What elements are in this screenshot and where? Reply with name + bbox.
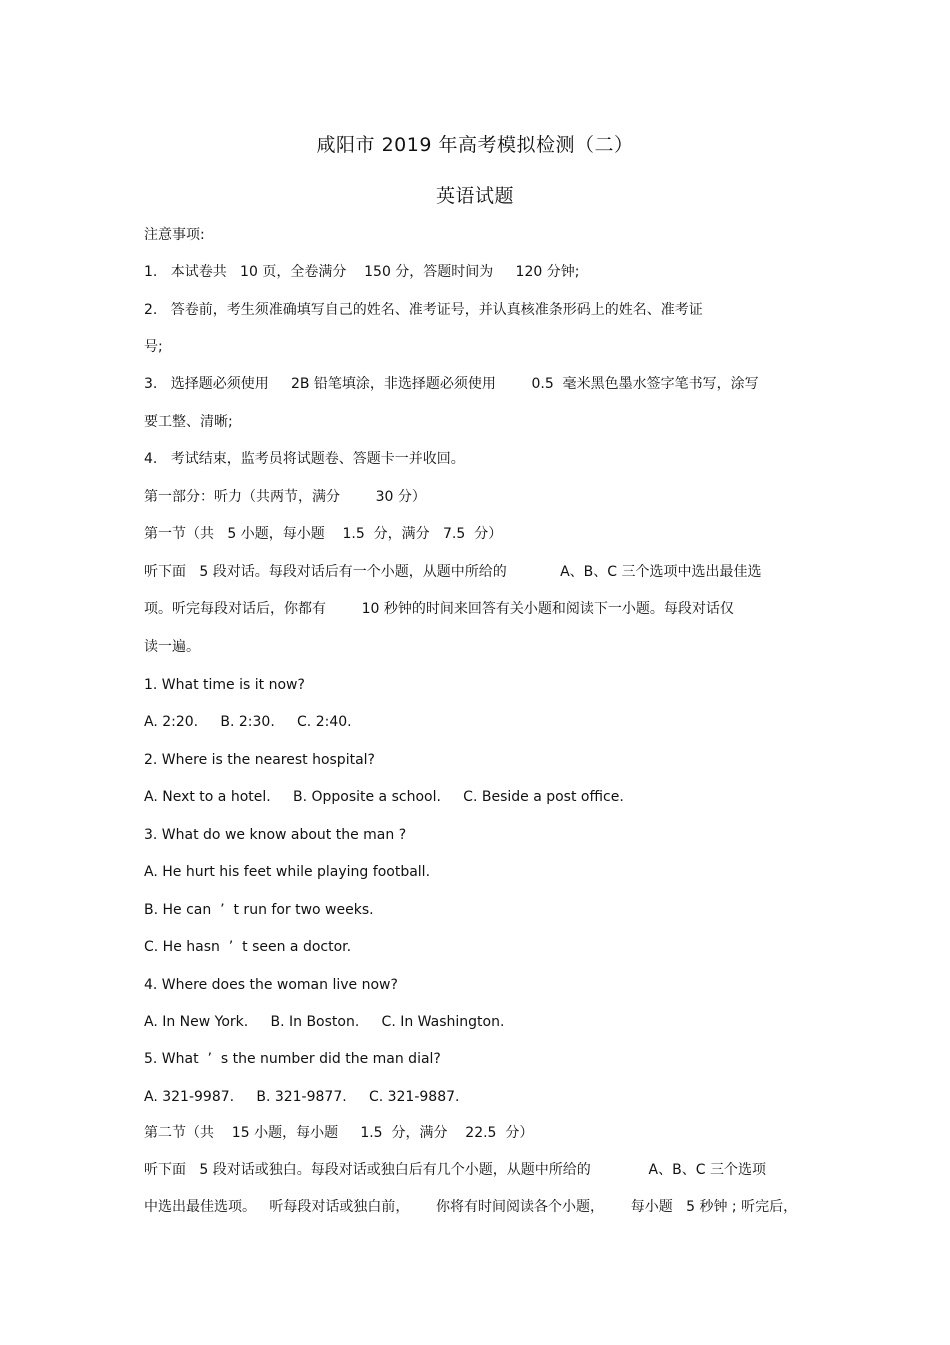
section1-heading: 第一节（共 5 小题，每小题 1.5 分，满分 7.5 分） (144, 526, 503, 542)
question-1: 1. What time is it now? (144, 677, 305, 693)
question-3-option-a: A. He hurt his feet while playing football. (144, 864, 431, 880)
section2-instructions-line-1: 听下面 5 段对话或独白。每段对话或独白后有几个小题，从题中所给的 A、B、C 三个选项 (144, 1162, 766, 1178)
note-item-4: 4. 考试结束，监考员将试题卷、答题卡一并收回。 (144, 451, 465, 467)
question-3: 3. What do we know about the man ? (144, 827, 407, 843)
section1-instructions-line-1: 听下面 5 段对话。每段对话后有一个小题，从题中所给的 A、B、C 三个选项中选出最佳选 (144, 564, 762, 580)
question-3-option-b: B. He can ’ t run for two weeks. (144, 902, 374, 918)
question-5: 5. What ’ s the number did the man dial? (144, 1051, 441, 1067)
note-item-3-line-2: 要工整、清晰; (144, 414, 233, 430)
section2-instructions-line-2: 中选出最佳选项。 听每段对话或独白前， 你将有时间阅读各个小题， 每小题 5 秒钟 ; 听完后， (144, 1199, 798, 1215)
question-4: 4. Where does the woman live now? (144, 977, 398, 993)
section1-instructions-line-3: 读一遍。 (144, 639, 200, 655)
question-2: 2. Where is the nearest hospital? (144, 752, 375, 768)
note-item-2-line-1: 2. 答卷前，考生须准确填写自己的姓名、准考证号，并认真核准条形码上的姓名、准考证 (144, 302, 703, 318)
section2-heading: 第二节（共 15 小题，每小题 1.5 分，满分 22.5 分） (144, 1125, 534, 1141)
notes-heading: 注意事项: (144, 227, 205, 243)
question-4-options: A. In New York. B. In Boston. C. In Washington. (144, 1014, 505, 1030)
note-item-3-line-1: 3. 选择题必须使用 2B 铅笔填涂，非选择题必须使用 0.5 毫米黑色墨水签字笔书写，涂写 (144, 376, 759, 392)
part1-heading: 第一部分：听力（共两节，满分 30 分） (144, 489, 426, 505)
section1-instructions-line-2: 项。听完每段对话后，你都有 10 秒钟的时间来回答有关小题和阅读下一小题。每段对话仅 (144, 601, 734, 617)
question-1-options: A. 2:20. B. 2:30. C. 2:40. (144, 714, 352, 730)
document-title: 咸阳市 2019 年高考模拟检测（二） (316, 134, 634, 156)
question-5-options: A. 321-9987. B. 321-9877. C. 321-9887. (144, 1089, 460, 1105)
question-2-options: A. Next to a hotel. B. Opposite a school. C. Beside a post office. (144, 789, 624, 805)
document-subtitle: 英语试题 (435, 185, 514, 207)
note-item-1: 1. 本试卷共 10 页，全卷满分 150 分，答题时间为 120 分钟; (144, 264, 580, 280)
question-3-option-c: C. He hasn ’ t seen a doctor. (144, 939, 352, 955)
note-item-2-line-2: 号; (144, 339, 163, 355)
